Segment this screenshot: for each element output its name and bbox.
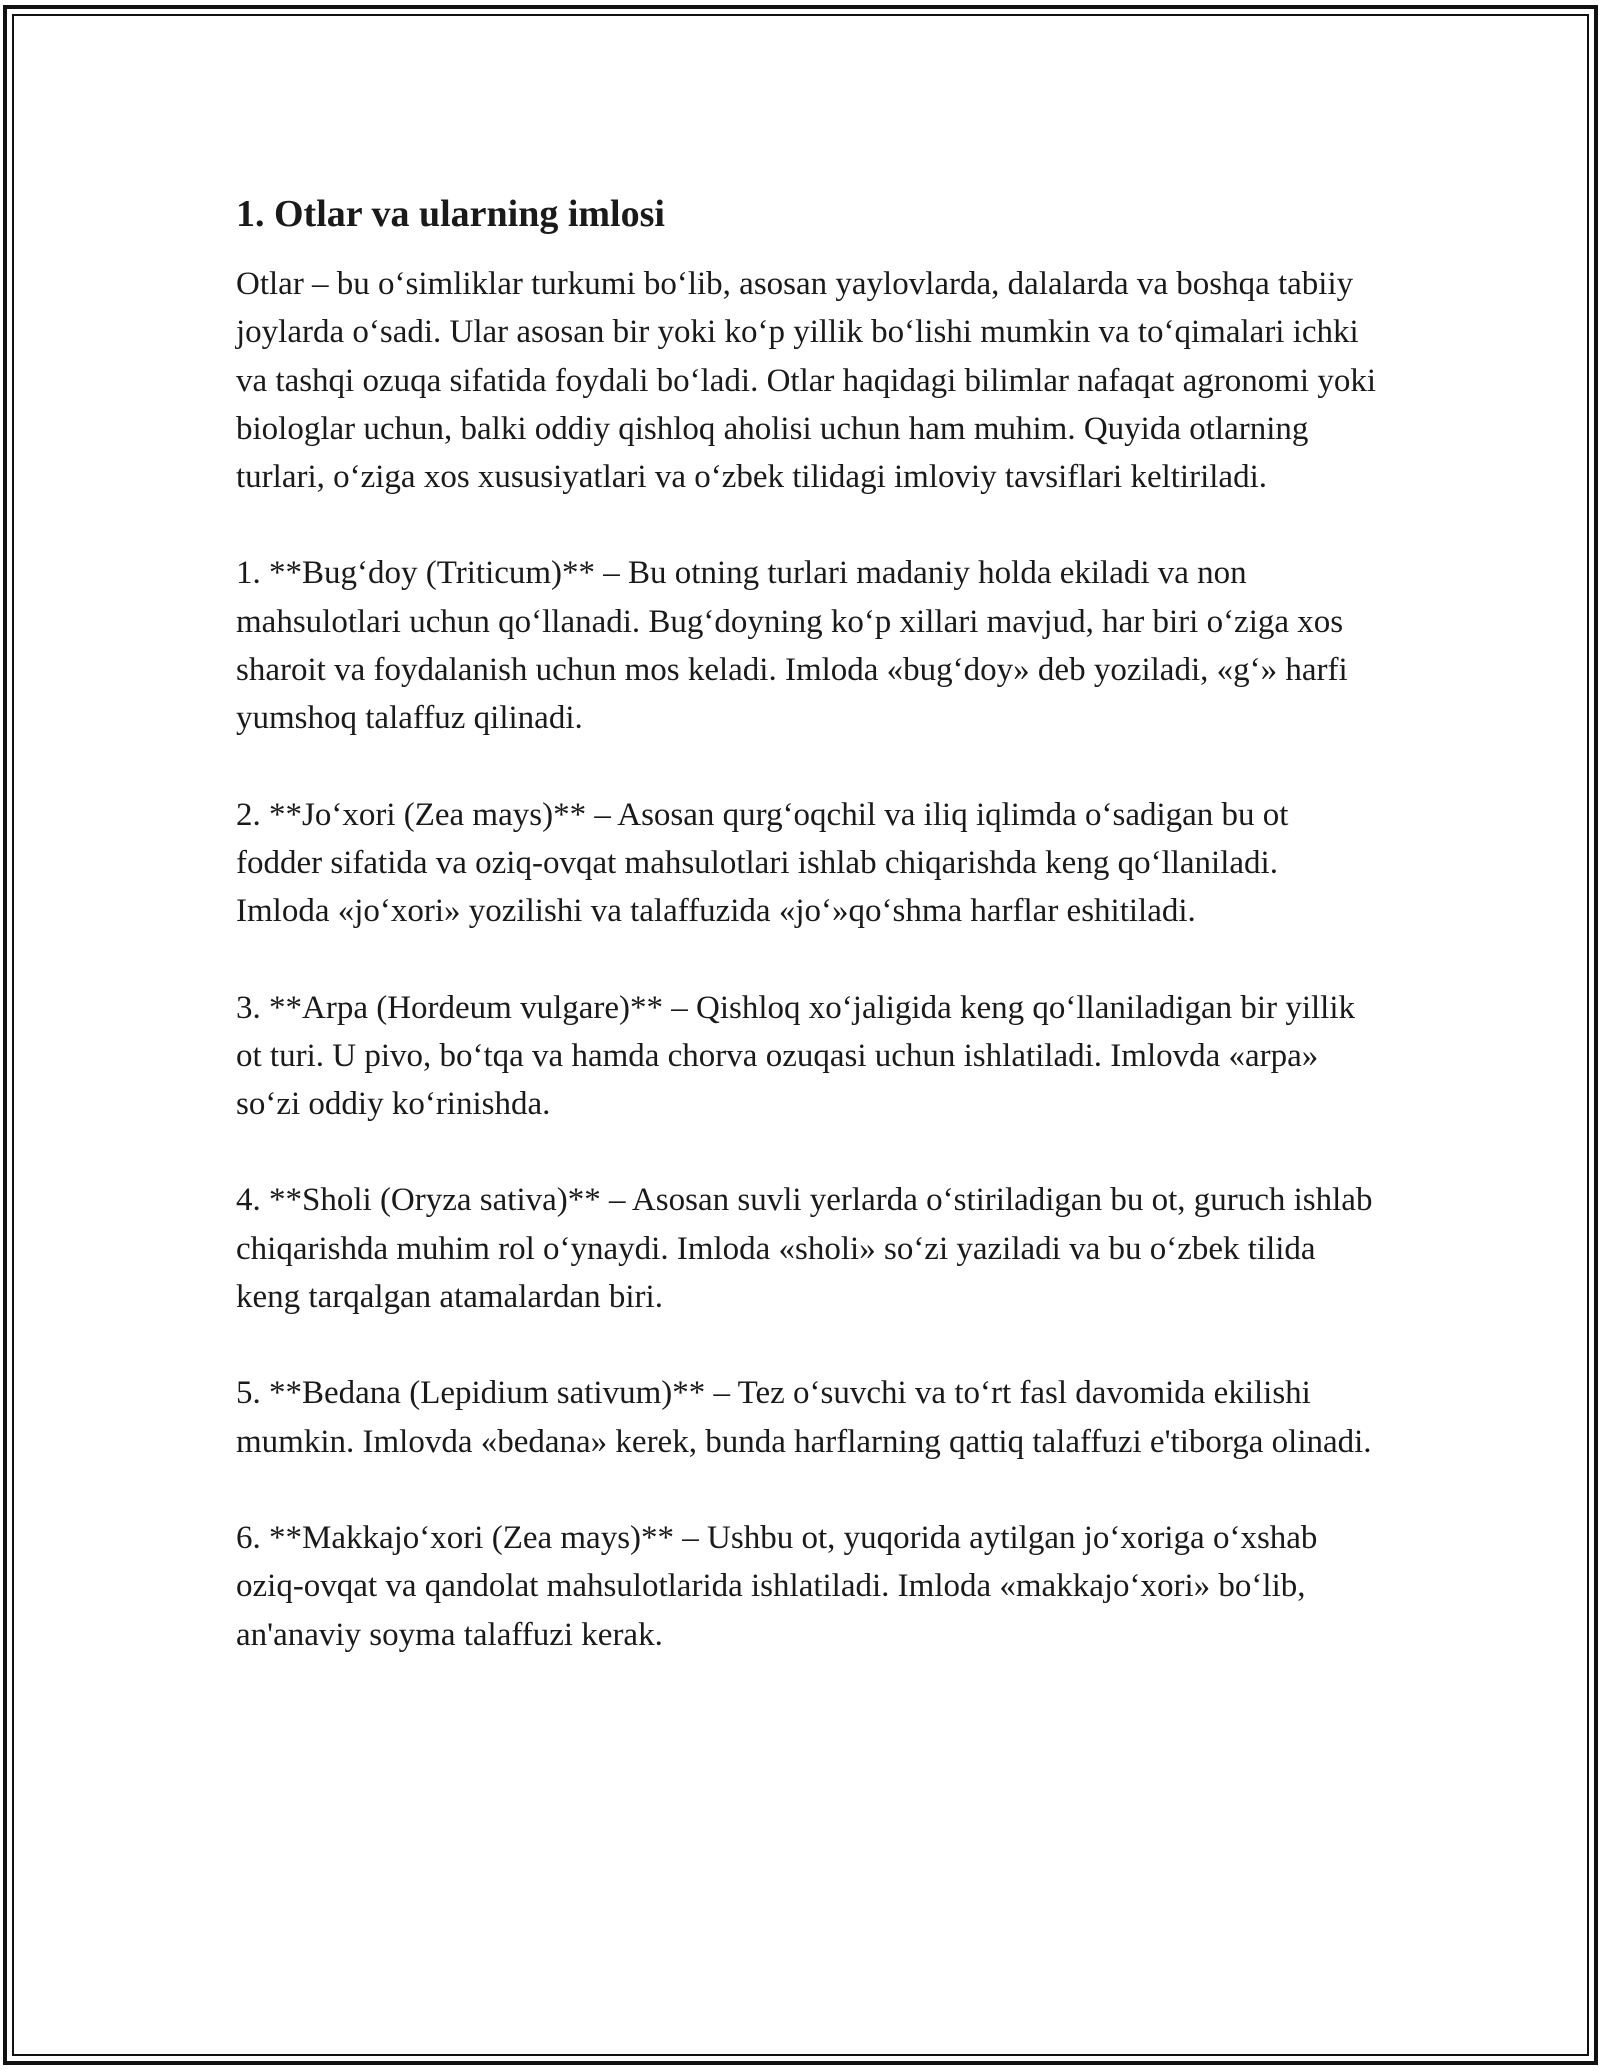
- list-item-bedana: 5. **Bedana (Lepidium sativum)** – Tez o‘suvchi va to‘rt fasl davomida ekilishi mumkin. Imlovda «bedana» kerek, bunda harflarning qattiq talaffuzi e'tiborga olinadi.: [236, 1375, 1372, 1460]
- list-item-arpa: 3. **Arpa (Hordeum vulgare)** – Qishloq xo‘jaligida keng qo‘llaniladigan bir yillik ot turi. U pivo, bo‘tqa va hamda chorva ozuqasi uchun ishlatiladi. Imlovda «arpa» so‘zi oddiy ko‘rinishda.: [236, 989, 1356, 1123]
- list-item-joxori: 2. **Jo‘xori (Zea mays)** – Asosan qurg‘oqchil va iliq iqlimda o‘sadigan bu ot fodder sifatida va oziq-ovqat mahsulotlari ishlab chiqarishda keng qo‘llaniladi. Imloda «jo‘xori» yozilishi va talaffuzida «jo‘»qo‘shma harflar eshitiladi.: [236, 796, 1289, 930]
- document-page: [236, 186, 1376, 1707]
- list-item-sholi: 4. **Sholi (Oryza sativa)** – Asosan suvli yerlarda o‘stiriladigan bu ot, guruch ishlab chiqarishda muhim rol o‘ynaydi. Imloda «sholi» so‘zi yaziladi va bu o‘zbek tilida keng tarqalgan atamalardan biri.: [236, 1182, 1373, 1316]
- section-heading: 1. Otlar va ularning imlosi: [236, 193, 665, 235]
- list-item-makkajoxori: 6. **Makkajo‘xori (Zea mays)** – Ushbu ot, yuqorida aytilgan jo‘xoriga o‘xshab oziq-ovqat va qandolat mahsulotlarida ishlatiladi. Imloda «makkajo‘xori» bo‘lib, an'anaviy soyma talaffuzi kerak.: [236, 1519, 1318, 1653]
- intro-paragraph: Otlar – bu o‘simliklar turkumi bo‘lib, asosan yaylovlarda, dalalarda va boshqa tabiiy joylarda o‘sadi. Ular asosan bir yoki ko‘p yillik bo‘lishi mumkin va to‘qimalari ichki va tashqi ozuqa sifatida foydali bo‘ladi. Otlar haqidagi bilimlar nafaqat agronomi yoki biologlar uchun, balki oddiy qishloq aholisi uchun ham muhim. Quyida otlarning turlari, o‘ziga xos xususiyatlari va o‘zbek tilidagi imloviy tavsiflari keltiriladi.: [236, 266, 1376, 496]
- list-item-bugdoy: 1. **Bug‘doy (Triticum)** – Bu otning turlari madaniy holda ekiladi va non mahsulotlari uchun qo‘llanadi. Bug‘doyning ko‘p xillari mavjud, har biri o‘ziga xos sharoit va foydalanish uchun mos keladi. Imloda «bug‘doy» deb yoziladi, «g‘» harfi yumshoq talaffuz qilinadi.: [236, 555, 1348, 737]
